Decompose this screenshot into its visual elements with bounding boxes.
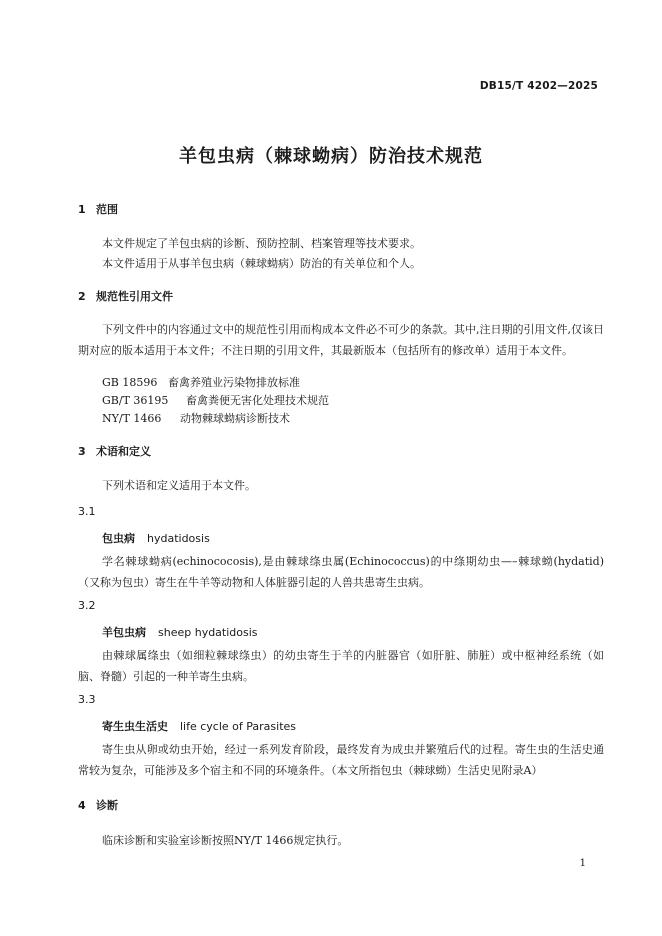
section-title: 范围 xyxy=(96,203,118,216)
section-title: 术语和定义 xyxy=(96,445,151,458)
section-title: 规范性引用文件 xyxy=(96,290,173,303)
term-definition: 学名棘球蚴病(echinococosis),是由棘球绦虫属(Echinococcus)的中绦期幼虫—–棘球蚴(hydatid)（又称为包虫）寄生在牛羊等动物和人体脏器引起的人兽共患寄生虫病。 xyxy=(78,555,604,589)
section-number: 4 xyxy=(78,799,86,812)
term-number: 3.2 xyxy=(78,599,96,612)
term-en: sheep hydatidosis xyxy=(158,626,258,639)
reference-code: GB/T 36195 xyxy=(102,394,169,407)
term-zh: 寄生虫生活史 xyxy=(102,720,168,733)
term-zh: 包虫病 xyxy=(102,532,135,545)
document-title: 羊包虫病（棘球蚴病）防治技术规范 xyxy=(179,146,483,167)
reference-name: 动物棘球蚴病诊断技术 xyxy=(180,412,290,425)
term-heading xyxy=(102,718,296,734)
reference-code: NY/T 1466 xyxy=(102,412,162,425)
section-4-heading xyxy=(78,797,118,813)
paragraph: 下列术语和定义适用于本文件。 xyxy=(102,479,256,492)
section-number: 2 xyxy=(78,290,86,303)
term-number: 3.3 xyxy=(78,693,96,706)
term-heading xyxy=(102,530,210,546)
reference-item xyxy=(102,374,300,390)
document-code: DB15/T 4202—2025 xyxy=(479,80,598,92)
term-number: 3.1 xyxy=(78,505,96,518)
section-number: 1 xyxy=(78,203,86,216)
paragraph: 本文件适用于从事羊包虫病（棘球蚴病）防治的有关单位和个人。 xyxy=(102,257,421,270)
section-3-heading xyxy=(78,443,151,459)
term-heading xyxy=(102,624,258,640)
section-1-heading xyxy=(78,201,118,217)
paragraph: 临床诊断和实验室诊断按照NY/T 1466规定执行。 xyxy=(102,834,349,847)
term-en: hydatidosis xyxy=(147,532,210,545)
section-number: 3 xyxy=(78,445,86,458)
term-definition: 由棘球属绦虫（如细粒棘球绦虫）的幼虫寄生于羊的内脏器官（如肝脏、肺脏）或中枢神经系统（如脑、脊髓）引起的一种羊寄生虫病。 xyxy=(78,649,604,683)
paragraph: 本文件规定了羊包虫病的诊断、预防控制、档案管理等技术要求。 xyxy=(102,237,421,250)
page-number: 1 xyxy=(579,858,586,869)
paragraph: 下列文件中的内容通过文中的规范性引用而构成本文件必不可少的条款。其中,注日期的引用文件,仅该日期对应的版本适用于本文件；不注日期的引用文件，其最新版本（包括所有的修改单）适用于本文件。 xyxy=(78,323,604,357)
reference-name: 畜禽养殖业污染物排放标准 xyxy=(168,376,300,389)
term-en: life cycle of Parasites xyxy=(180,720,297,733)
reference-item xyxy=(102,410,290,426)
reference-code: GB 18596 xyxy=(102,376,158,389)
term-definition: 寄生虫从卵或幼虫开始，经过一系列发育阶段，最终发育为成虫并繁殖后代的过程。寄生虫的生活史通常较为复杂，可能涉及多个宿主和不同的环境条件。（本文所指包虫（棘球蚴）生活史见附录A） xyxy=(78,743,604,777)
section-title: 诊断 xyxy=(96,799,118,812)
section-2-heading xyxy=(78,288,173,304)
reference-item xyxy=(102,392,329,408)
term-zh: 羊包虫病 xyxy=(102,626,146,639)
reference-name: 畜禽粪便无害化处理技术规范 xyxy=(186,394,329,407)
